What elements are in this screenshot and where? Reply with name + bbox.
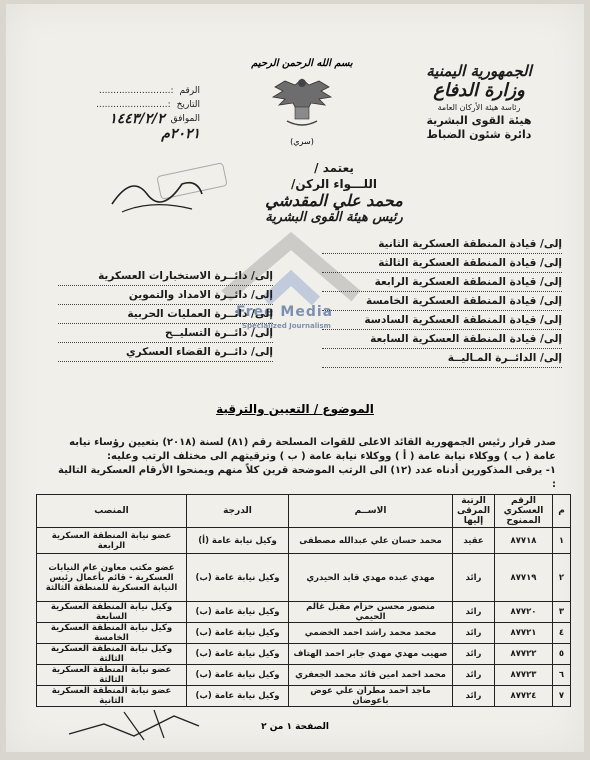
- table-row: [37, 602, 571, 623]
- addressee-item: إلى/ دائــرة الاستخبارات العسكرية: [58, 267, 273, 286]
- approval-title: رئيس هيئة القوى البشرية: [265, 210, 403, 225]
- cell-name: محمد احمد امين قائد محمد الجعفري: [289, 665, 453, 686]
- cell-name: منصور محسن حزام مقبل غالم الحيمي: [289, 602, 453, 623]
- cell-name: مهدي عبده مهدي قايد الحيدري: [289, 554, 453, 602]
- col-header-military-number: الرقم العسكري الممنوح: [495, 495, 553, 528]
- addressee-item: إلى/ قيادة المنطقة العسكرية الثانية: [322, 235, 562, 254]
- addressees-left: [58, 267, 273, 362]
- watermark-tagline: Specialized Journalism: [242, 322, 331, 330]
- cell-military-number: ٨٧٧١٩: [495, 554, 553, 602]
- table-header-row: [37, 495, 571, 528]
- cell-position: وكيل نيابة المنطقة العسكرية الثالثة: [37, 644, 187, 665]
- addressee-item: إلى/ قيادة المنطقة العسكرية الخامسة: [322, 292, 562, 311]
- cell-military-number: ٨٧٧٢٤: [495, 686, 553, 707]
- cell-name: محمد محمد راشد احمد الخضمي: [289, 623, 453, 644]
- signature-icon: [102, 164, 212, 224]
- staff-name: رئاسة هيئة الأركان العامة: [437, 103, 521, 112]
- addressee-item: إلى/ قيادة المنطقة العسكرية السابعة: [322, 330, 562, 349]
- basmala: بسم الله الرحمن الرحيم: [251, 58, 353, 69]
- cell-grade: وكيل نيابة عامة (ب): [187, 644, 289, 665]
- ref-number-dots: :.........................: [98, 86, 174, 96]
- cell-index: ٣: [553, 602, 571, 623]
- department-name: دائرة شئون الضباط: [426, 128, 532, 141]
- date-dots: :.........................: [96, 100, 171, 110]
- authority-name: هيئة القوى البشرية: [426, 114, 532, 127]
- col-header-index: م: [553, 495, 571, 528]
- approval-name: محمد علي المقدشي: [265, 191, 403, 210]
- table-row: [37, 623, 571, 644]
- cell-grade: وكيل نيابة عامة (ب): [187, 623, 289, 644]
- cell-index: ٤: [553, 623, 571, 644]
- cell-position: وكيل نيابة المنطقة العسكرية الخامسة: [37, 623, 187, 644]
- col-header-name: الاســم: [289, 495, 453, 528]
- addressees-right: [322, 235, 562, 368]
- eagle-emblem-icon: [267, 71, 337, 131]
- approval-rank: اللـــواء الركن/: [290, 177, 377, 191]
- cell-index: ٦: [553, 665, 571, 686]
- cell-index: ٧: [553, 686, 571, 707]
- cell-military-number: ٨٧٧١٨: [495, 528, 553, 554]
- cell-index: ٢: [553, 554, 571, 602]
- cell-rank: رائد: [453, 602, 495, 623]
- cell-name: ماجد احمد مطران علي عوض باعوضان: [289, 686, 453, 707]
- addressee-item: إلى/ دائــرة القضاء العسكري: [58, 343, 273, 362]
- cell-position: وكيل نيابة المنطقة العسكرية السابعة: [37, 602, 187, 623]
- cell-grade: وكيل نيابة عامة (ب): [187, 686, 289, 707]
- cell-rank: رائد: [453, 554, 495, 602]
- cell-position: عضو مكتب معاون عام النيابات العسكرية - قائم بأعمال رئيس النيابة العسكرية للمنطقة الثالثة: [37, 554, 187, 602]
- date-value: ٢٠٢١م: [161, 126, 200, 142]
- addressee-item: إلى/ قيادة المنطقة العسكرية الرابعة: [322, 273, 562, 292]
- cell-name: محمد حسان علي عبدالله مصطفى: [289, 528, 453, 554]
- cell-position: عضو نيابة المنطقة العسكرية الثانية: [37, 686, 187, 707]
- cell-index: ٥: [553, 644, 571, 665]
- corresponding-label: الموافق: [170, 114, 200, 124]
- addressee-item: إلى/ الدائــرة المـاليــة: [322, 349, 562, 368]
- col-header-position: المنصب: [37, 495, 187, 528]
- ministry-name: وزارة الدفاع: [433, 80, 525, 101]
- ref-number-value: ١٤٤٣/٢/٢: [109, 111, 165, 127]
- approval-word: يعتمد /: [314, 161, 354, 175]
- page-footer: الصفحة ١ من ٢: [261, 722, 329, 732]
- body-text: [56, 436, 556, 492]
- ref-number-label: الرقم: [179, 86, 200, 96]
- addressee-item: إلى/ دائــرة الامداد والتموين: [58, 286, 273, 305]
- cell-military-number: ٨٧٧٢٣: [495, 665, 553, 686]
- table-row: [37, 528, 571, 554]
- addressee-item: إلى/ دائــرة التسليــح: [58, 324, 273, 343]
- cell-grade: وكيل نيابة عامة (ب): [187, 602, 289, 623]
- subject-line: الموضوع / التعيين والترقية: [216, 402, 374, 416]
- col-header-rank: الرتبة المرقى إليها: [453, 495, 495, 528]
- date-row: [30, 98, 200, 112]
- table-row: [37, 644, 571, 665]
- cell-rank: عقيد: [453, 528, 495, 554]
- cell-grade: وكيل نيابة عامة (أ): [187, 528, 289, 554]
- body-paragraph: صدر قرار رئيس الجمهورية القائد الاعلى للقوات المسلحة رقم (٨١) لسنة (٢٠١٨) بتعيين رؤساء نيابه عامة ( ب ) ووكلاء نيابة عامة ( أ ) ووكلاء نيابة عامة ( ب ) وترقيتهم الى مختلف الرتب وعليه:: [69, 437, 556, 462]
- ref-number-row: [30, 84, 200, 98]
- personnel-table: [36, 494, 571, 707]
- classification-label: (سري): [290, 137, 314, 146]
- cell-position: عضو نيابة المنطقة العسكرية الثالثة: [37, 665, 187, 686]
- cell-rank: رائد: [453, 644, 495, 665]
- document-page: [6, 4, 584, 752]
- col-header-grade: الدرجة: [187, 495, 289, 528]
- cell-military-number: ٨٧٧٢١: [495, 623, 553, 644]
- table-row: [37, 665, 571, 686]
- addressee-item: إلى/ قيادة المنطقة العسكرية الثالثة: [322, 254, 562, 273]
- cell-name: صهيب مهدي مهدي جابر احمد الهتاف: [289, 644, 453, 665]
- corresponding-row: [30, 112, 200, 126]
- cell-rank: رائد: [453, 623, 495, 644]
- watermark-brand: Free Media: [236, 304, 334, 320]
- addressee-item: إلى/ قيادة المنطقة العسكرية السادسة: [322, 311, 562, 330]
- cell-rank: رائد: [453, 686, 495, 707]
- cell-military-number: ٨٧٧٢٠: [495, 602, 553, 623]
- approval-block: [234, 161, 434, 225]
- letterhead-center: [242, 58, 362, 146]
- letterhead-right: [404, 62, 554, 142]
- cell-grade: وكيل نيابة عامة (ب): [187, 665, 289, 686]
- republic-name: الجمهورية اليمنية: [426, 62, 532, 80]
- cell-military-number: ٨٧٧٢٢: [495, 644, 553, 665]
- cell-grade: وكيل نيابة عامة (ب): [187, 554, 289, 602]
- date-label: التاريخ: [176, 100, 200, 110]
- body-item: ١- يرقى المذكورين أدناه عدد (١٢) الى الرتب الموضحة قرين كلاً منهم ويمنحوا الأرقام العسكرية التالية :: [58, 465, 556, 490]
- cell-position: عضو نيابة المنطقة العسكرية الرابعة: [37, 528, 187, 554]
- addressee-item: إلى/ دائــرة العمليات الحربية: [58, 305, 273, 324]
- date-value-row: [30, 126, 200, 142]
- cell-rank: رائد: [453, 665, 495, 686]
- table-row: [37, 554, 571, 602]
- cell-index: ١: [553, 528, 571, 554]
- reference-block: [30, 84, 200, 142]
